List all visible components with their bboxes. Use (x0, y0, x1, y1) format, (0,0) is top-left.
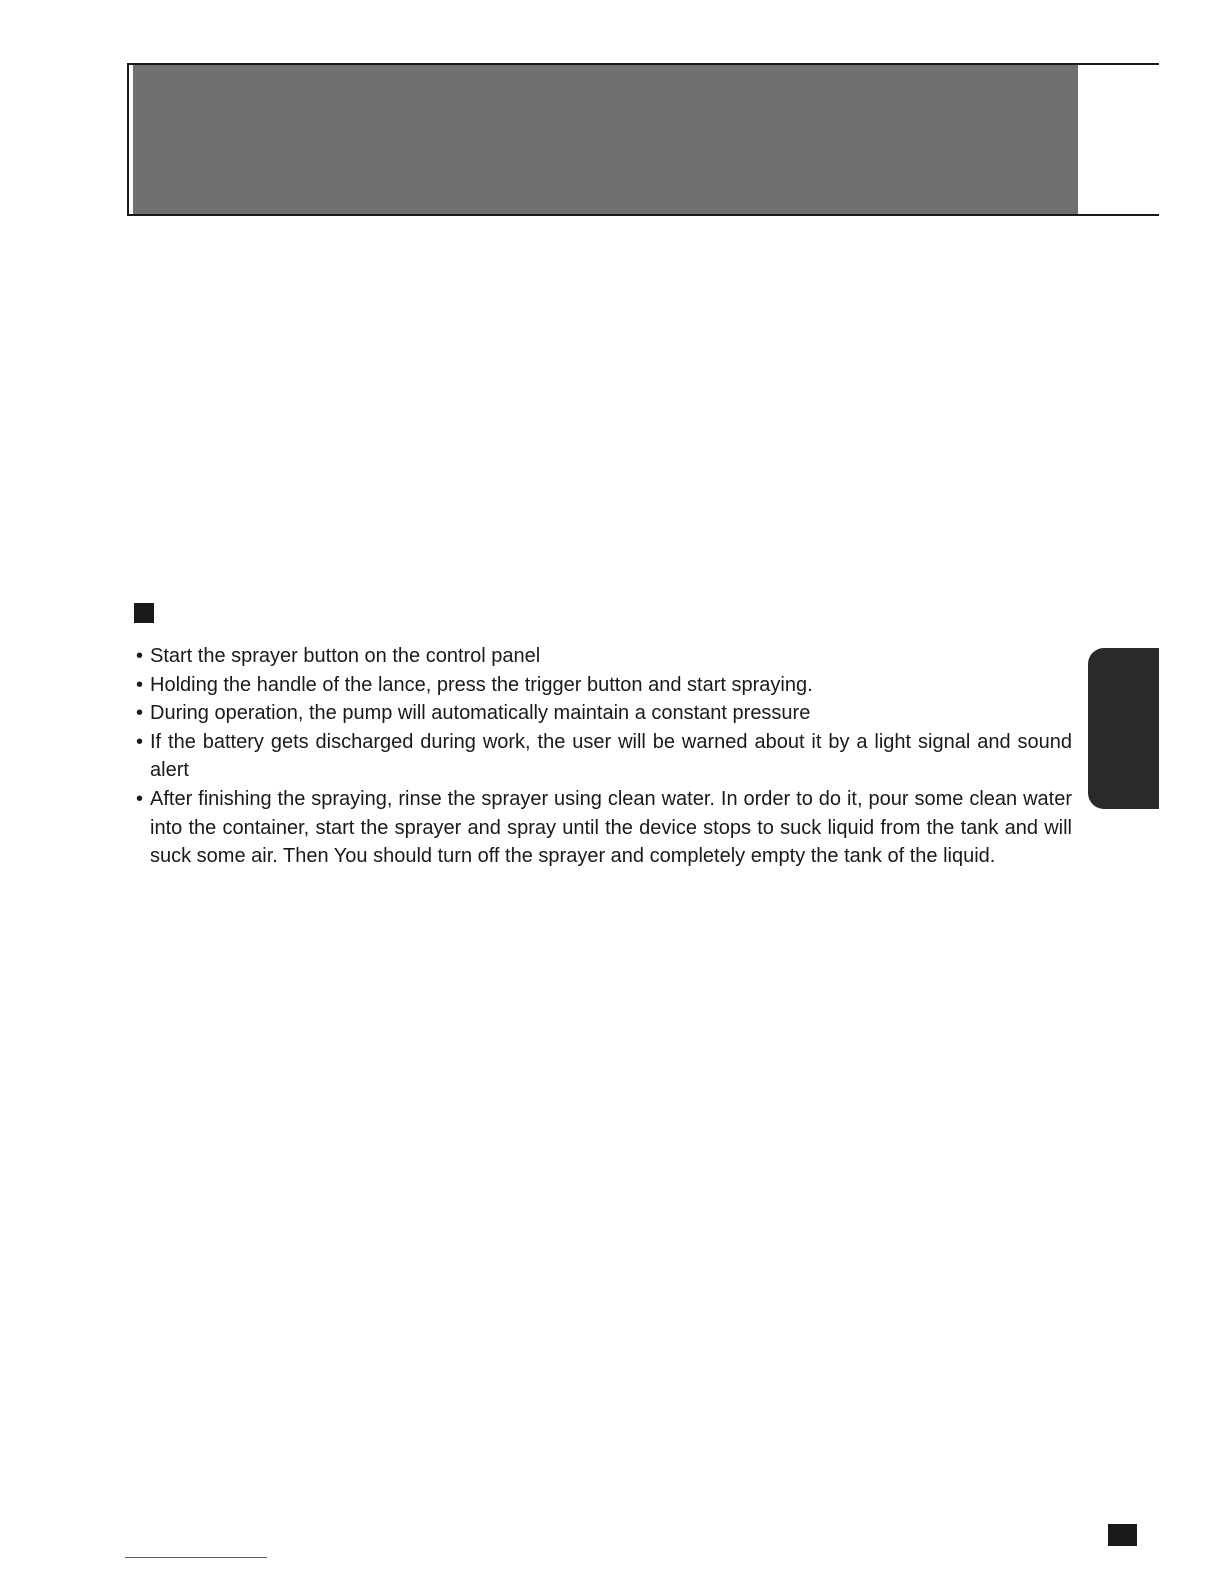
instruction-item: • Start the sprayer button on the control panel (136, 642, 1072, 671)
instruction-item: • If the battery gets discharged during work, the user will be warned about it by a light signal and sound alert (136, 728, 1072, 785)
footer-rule (125, 1557, 267, 1558)
instruction-item: • After finishing the spraying, rinse the sprayer using clean water. In order to do it, pour some clean water into the container, start the sprayer and spray until the device stops to suck liquid from the tank and will suck some air. Then You should turn off the sprayer and completely empty the tank of the liquid. (136, 785, 1072, 871)
header-banner (133, 65, 1078, 214)
side-chapter-tab (1088, 648, 1159, 809)
page-number-box (1108, 1524, 1137, 1546)
instruction-item: • Holding the handle of the lance, press the trigger button and start spraying. (136, 671, 1072, 700)
section-marker-square (134, 603, 154, 623)
instruction-list (136, 642, 1072, 871)
instruction-item: • During operation, the pump will automatically maintain a constant pressure (136, 699, 1072, 728)
